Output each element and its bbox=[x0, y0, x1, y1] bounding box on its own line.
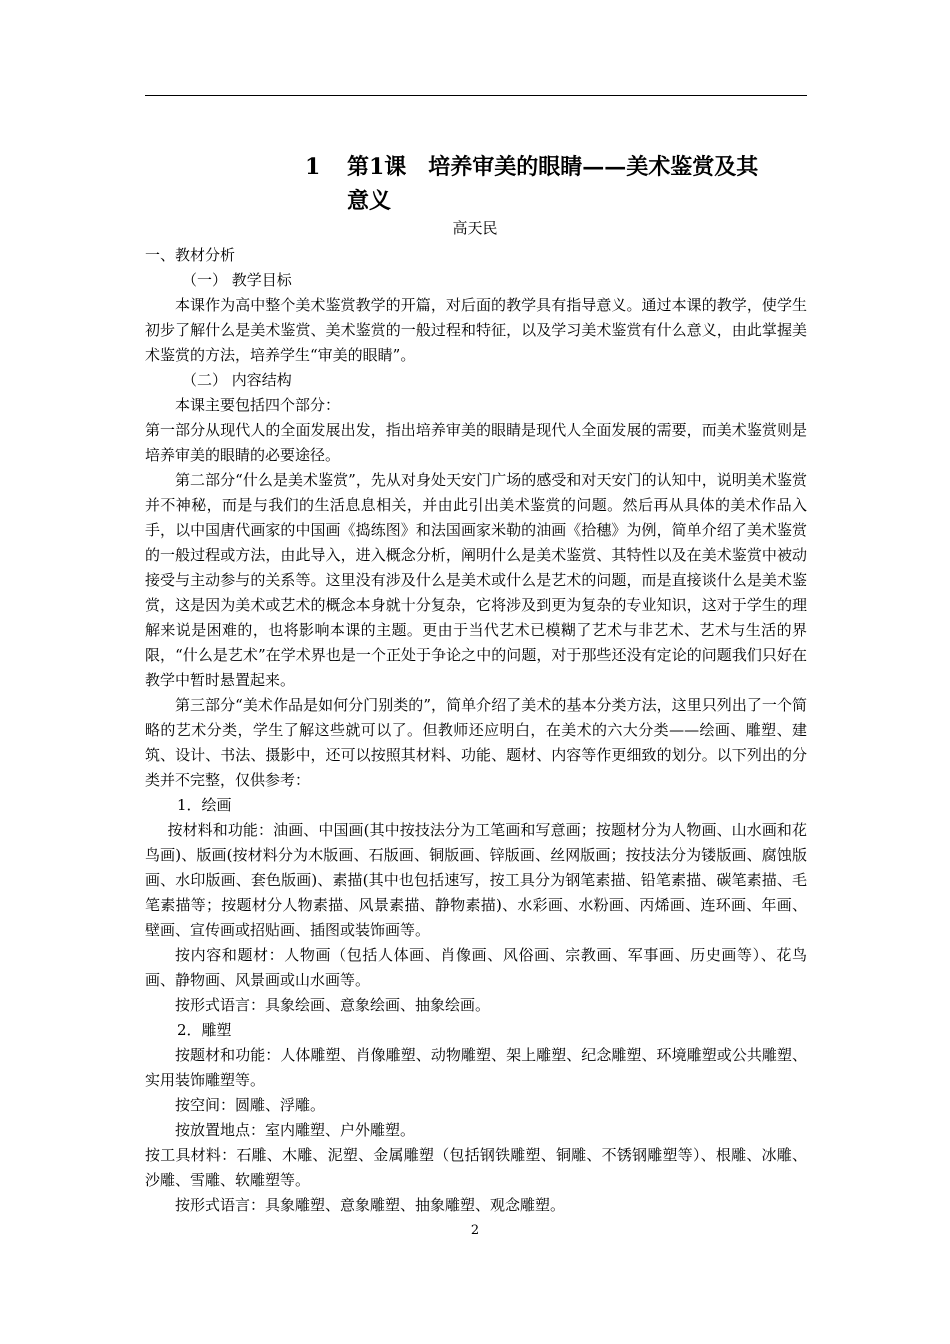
paragraph: 按材料和功能：油画、中国画(其中按技法分为工笔画和写意画；按题材分为人物画、山水画和花鸟画)、版画(按材料分为木版画、石版画、铜版画、锌版画、丝网版画；按技法分为镂版画、腐蚀版画、水印版画、套色版画)、素描(其中也包括速写，按工具分为钢笔素描、铅笔素描、碳笔素描、毛笔素描等；按题材分人物素描、风景素描、静物素描)、水彩画、水粉画、丙烯画、连环画、年画、壁画、宣传画或招贴画、插图或装饰画等。 bbox=[145, 821, 807, 939]
header-rule bbox=[145, 95, 807, 96]
paragraph: 按内容和题材：人物画（包括人体画、肖像画、风俗画、宗教画、军事画、历史画等）、花鸟画、静物画、风景画或山水画等。 bbox=[145, 946, 807, 989]
lesson-title-line2: 意义 bbox=[347, 188, 392, 214]
paragraph: 第二部分“什么是美术鉴赏”，先从对身处天安门广场的感受和对天安门的认知中，说明美术鉴赏并不神秘，而是与我们的生活息息相关，并由此引出美术鉴赏的问题。然后再从具体的美术作品入手，以中国唐代画家的中国画《捣练图》和法国画家米勒的油画《拾穗》为例，简单介绍了美术鉴赏的一般过程或方法，由此导入，进入概念分析，阐明什么是美术鉴赏、其特性以及在美术鉴赏中被动接受与主动参与的关系等。这里没有涉及什么是美术或什么是艺术的问题，而是直接谈什么是美术鉴赏，这是因为美术或艺术的概念本身就十分复杂，它将涉及到更为复杂的专业知识，这对于学生的理解来说是困难的，也将影响本课的主题。更由于当代艺术已模糊了艺术与非艺术、艺术与生活的界限，“什么是艺术”在学术界也是一个正处于争论之中的问题，对于那些还没有定论的问题我们只好在教学中暂时悬置起来。 bbox=[145, 471, 807, 689]
paragraph: 按形式语言：具象绘画、意象绘画、抽象绘画。 bbox=[175, 996, 491, 1014]
list-heading: 2．雕塑 bbox=[177, 1021, 232, 1039]
paragraph: 本课主要包括四个部分： bbox=[175, 396, 341, 414]
paragraph: 按形式语言：具象雕塑、意象雕塑、抽象雕塑、观念雕塑。 bbox=[175, 1196, 566, 1214]
author: 高天民 bbox=[452, 219, 498, 237]
paragraph: 本课作为高中整个美术鉴赏教学的开篇，对后面的教学具有指导意义。通过本课的教学，使学生初步了解什么是美术鉴赏、美术鉴赏的一般过程和特征，以及学习美术鉴赏有什么意义，由此掌握美术鉴赏的方法，培养学生“审美的眼睛”。 bbox=[145, 296, 807, 364]
paragraph: 按工具材料：石雕、木雕、泥塑、金属雕塑（包括钢铁雕塑、铜雕、不锈钢雕塑等）、根雕、冰雕、沙雕、雪雕、软雕塑等。 bbox=[145, 1146, 807, 1189]
page-number: 2 bbox=[470, 1223, 480, 1238]
paragraph: 按题材和功能：人体雕塑、肖像雕塑、动物雕塑、架上雕塑、纪念雕塑、环境雕塑或公共雕塑、实用装饰雕塑等。 bbox=[145, 1046, 807, 1089]
section-heading: 一、教材分析 bbox=[145, 246, 236, 264]
subsection-heading: （一） 教学目标 bbox=[182, 271, 292, 289]
lesson-title-line1: 第1课 培养审美的眼睛——美术鉴赏及其 bbox=[347, 154, 759, 180]
subsection-heading: （二） 内容结构 bbox=[182, 371, 292, 389]
paragraph: 第三部分“美术作品是如何分门别类的”，简单介绍了美术的基本分类方法，这里只列出了一个简略的艺术分类，学生了解这些就可以了。但教师还应明白，在美术的六大分类——绘画、雕塑、建筑、设计、书法、摄影中，还可以按照其材料、功能、题材、内容等作更细致的划分。以下列出的分类并不完整，仅供参考： bbox=[145, 696, 807, 789]
paragraph: 第一部分从现代人的全面发展出发，指出培养审美的眼睛是现代人全面发展的需要，而美术鉴赏则是培养审美的眼睛的必要途径。 bbox=[145, 421, 807, 464]
paragraph: 按放置地点：室内雕塑、户外雕塑。 bbox=[175, 1121, 416, 1139]
list-heading: 1．绘画 bbox=[177, 796, 232, 814]
lesson-title bbox=[305, 150, 815, 218]
paragraph: 按空间：圆雕、浮雕。 bbox=[175, 1096, 326, 1114]
lesson-number: 1 bbox=[305, 154, 321, 180]
body-text bbox=[145, 243, 807, 1218]
